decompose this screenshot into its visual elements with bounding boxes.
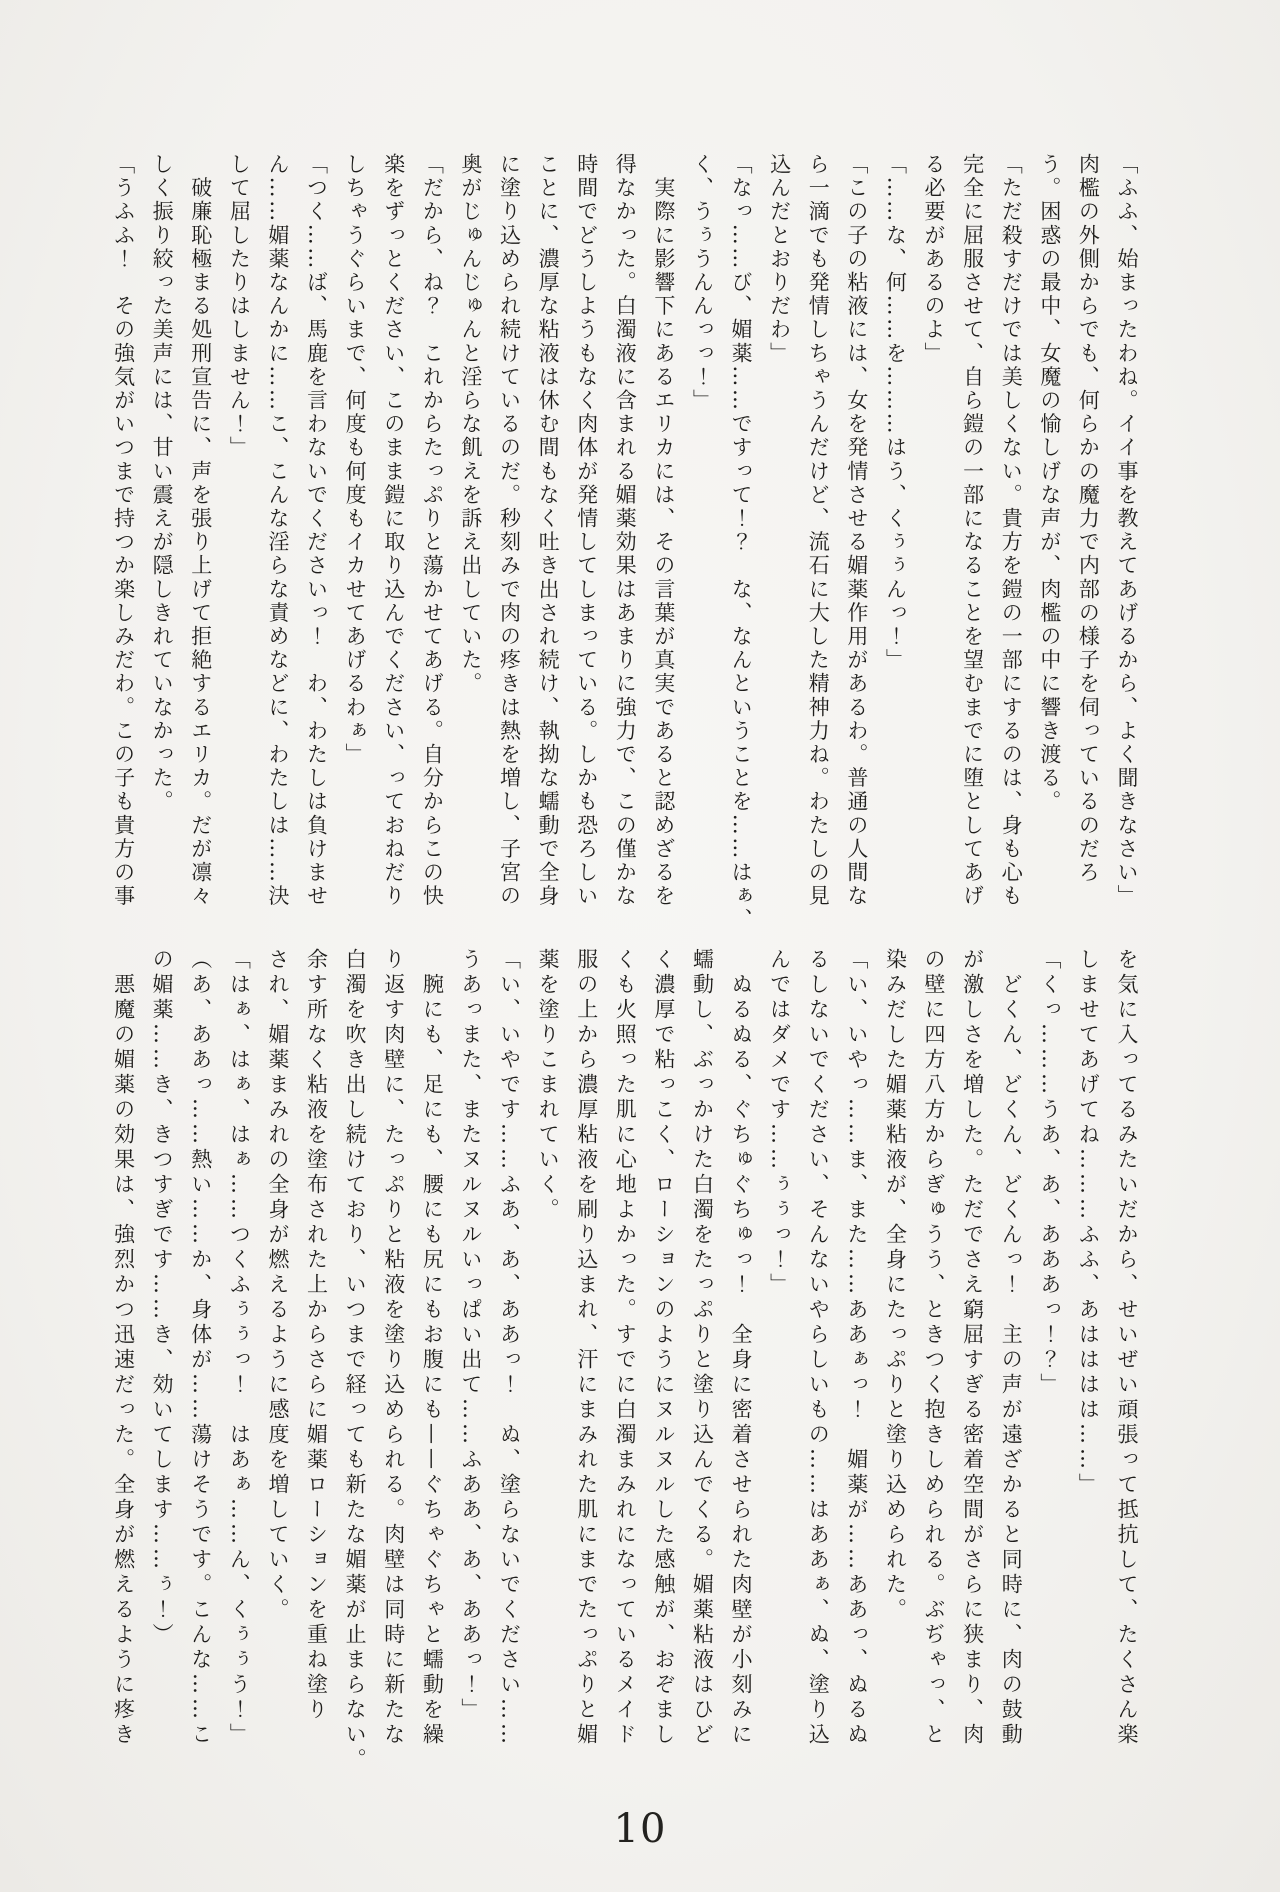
text-column: 得なかった。白濁液に含まれる媚薬効果はあまりに強力で、この僅かな (613, 153, 638, 909)
text-column: 悪魔の媚薬の効果は、強烈かつ迅速だった。全身が燃えるように疼き (111, 948, 136, 1748)
text-column: 「だから、ね？ これからたっぷりと蕩かせてあげる。自分からこの快 (420, 153, 445, 909)
text-column: され、媚薬まみれの全身が燃えるように感度を増していく。 (265, 948, 290, 1623)
text-column: くも火照った肌に心地よかった。すでに白濁まみれになっているメイド (613, 948, 638, 1748)
text-column: うあっまた、またヌルヌルいっぱい出て……ふああ、あ、ああっ！」 (458, 948, 483, 1723)
text-column: 「うふふ！ その強気がいつまで持つか楽しみだわ。この子も貴方の事 (111, 153, 136, 909)
text-column: るしないでください、そんないやらしいもの……はああぁ、ぬ、塗り込 (806, 948, 831, 1748)
text-column: が激しさを増した。ただでさえ窮屈すぎる密着空間がさらに狭まり、肉 (960, 948, 985, 1748)
text-column: 「はぁ、はぁ、はぁ……つくふぅぅっ！ はあぁ……ん、くぅぅう！」 (227, 948, 252, 1748)
text-column: しちゃうぐらいまで、何度も何度もイカせてあげるわぁ」 (343, 153, 368, 767)
text-column: 時間でどうしようもなく肉体が発情してしまっている。しかも恐ろしい (574, 153, 599, 909)
text-column: り返す肉壁に、たっぷりと粘液を塗り込められる。肉壁は同時に新たな (381, 948, 406, 1748)
text-column: 実際に影響下にあるエリカには、その言葉が真実であると認めざるを (651, 153, 676, 909)
page-number: 10 (613, 1806, 667, 1852)
text-column: 服の上から濃厚粘液を刷り込まれ、汗にまみれた肌にまでたっぷりと媚 (574, 948, 599, 1748)
text-column: 「つく……ば、馬鹿を言わないでくださいっ！ わ、わたしは負けませ (304, 153, 329, 909)
text-column: 蠕動し、ぶっかけた白濁をたっぷりと塗り込んでくる。媚薬粘液はひど (690, 948, 715, 1748)
text-column: る必要があるのよ」 (922, 153, 947, 366)
text-column: の壁に四方八方からぎゅうう、ときつく抱きしめられる。ぶぢゃっ、と (922, 948, 947, 1748)
text-column: ら一滴でも発情しちゃうんだけど、流石に大した精神力ね。わたしの見 (806, 153, 831, 909)
text-column: の媚薬……き、きつすぎです……き、効いてします……ぅ！） (150, 948, 175, 1648)
text-column: 破廉恥極まる処刑宣告に、声を張り上げて拒絶するエリカ。だが凛々 (188, 153, 213, 909)
text-column: 「い、いやっ……ま、また……ああぁっ！ 媚薬が……ああっ、ぬるぬ (844, 948, 869, 1748)
text-column: んではダメです……ぅぅっ！」 (767, 948, 792, 1298)
text-column: （あ、ああっ……熱い……か、身体が……蕩けそうです。こんな……こ (188, 948, 213, 1748)
text-column: しませてあげてね………ふふ、あはははは……」 (1076, 948, 1101, 1498)
text-column: して屈したりはしません！」 (227, 153, 252, 460)
text-column: 「ただ殺すだけでは美しくない。貴方を鎧の一部にするのは、身も心も (999, 153, 1024, 909)
text-column: く、うぅうんんっっ！」 (690, 153, 715, 413)
text-column: どくん、どくん、どくんっ！ 主の声が遠ざかると同時に、肉の鼓動 (999, 948, 1024, 1748)
text-column: 完全に屈服させて、自ら鎧の一部になることを望むまでに堕としてあげ (960, 153, 985, 909)
text-column: 「……な、何……を………はう、くぅぅんっ！」 (883, 153, 908, 673)
text-column: 「なっ……び、媚薬……ですって！？ な、なんということを……はぁ、 (729, 153, 754, 932)
text-column: を気に入ってるみたいだから、せいぜい頑張って抵抗して、たくさん楽 (1115, 948, 1139, 1748)
text-column: に塗り込められ続けているのだ。秒刻みで肉の疼きは熱を増し、子宮の (497, 153, 522, 909)
text-block-bottom (104, 948, 1146, 1773)
text-column: ことに、濃厚な粘液は休む間もなく吐き出され続け、執拗な蠕動で全身 (536, 153, 561, 909)
text-column: 肉檻の外側からでも、何らかの魔力で内部の様子を伺っているのだろ (1076, 153, 1101, 885)
text-column: 「い、いやです……ふあ、あ、ああっ！ ぬ、塗らないでください…… (497, 948, 522, 1748)
text-column: ん……媚薬なんかに……こ、こんな淫らな責めなどに、わたしは……決 (265, 153, 290, 909)
text-column: 「この子の粘液には、女を発情させる媚薬作用があるわ。普通の人間な (844, 153, 869, 909)
text-column: 白濁を吹き出し続けており、いつまで経っても新たな媚薬が止まらない。 (343, 948, 368, 1773)
text-block-top (104, 153, 1146, 932)
text-column: ぬるぬる、ぐちゅぐちゅっ！ 全身に密着させられた肉壁が小刻みに (729, 948, 754, 1748)
text-column: 薬を塗りこまれていく。 (536, 948, 561, 1223)
text-column: う。困惑の最中、女魔の愉しげな声が、肉檻の中に響き渡る。 (1037, 153, 1062, 814)
text-column: 腕にも、足にも、腰にも尻にもお腹にも——ぐちゃぐちゃと蠕動を繰 (420, 948, 445, 1748)
text-column: 込んだとおりだわ」 (767, 153, 792, 366)
text-column: 奥がじゅんじゅんと淫らな飢えを訴え出していた。 (458, 153, 483, 696)
text-column: く濃厚で粘っこく、ローションのようにヌルヌルした感触が、おぞまし (651, 948, 676, 1748)
text-column: 余す所なく粘液を塗布された上からさらに媚薬ローションを重ね塗り (304, 948, 329, 1723)
text-column: 楽をずっとください、このまま鎧に取り込んでください、っておねだり (381, 153, 406, 909)
text-column: 染みだした媚薬粘液が、全身にたっぷりと塗り込められた。 (883, 948, 908, 1623)
text-column: 「くっ………うあ、あ、あああっ！？」 (1037, 948, 1062, 1398)
text-column: しく振り絞った美声には、甘い震えが隠しきれていなかった。 (150, 153, 175, 814)
text-column: 「ふふ、始まったわね。イイ事を教えてあげるから、よく聞きなさい」 (1115, 153, 1139, 909)
